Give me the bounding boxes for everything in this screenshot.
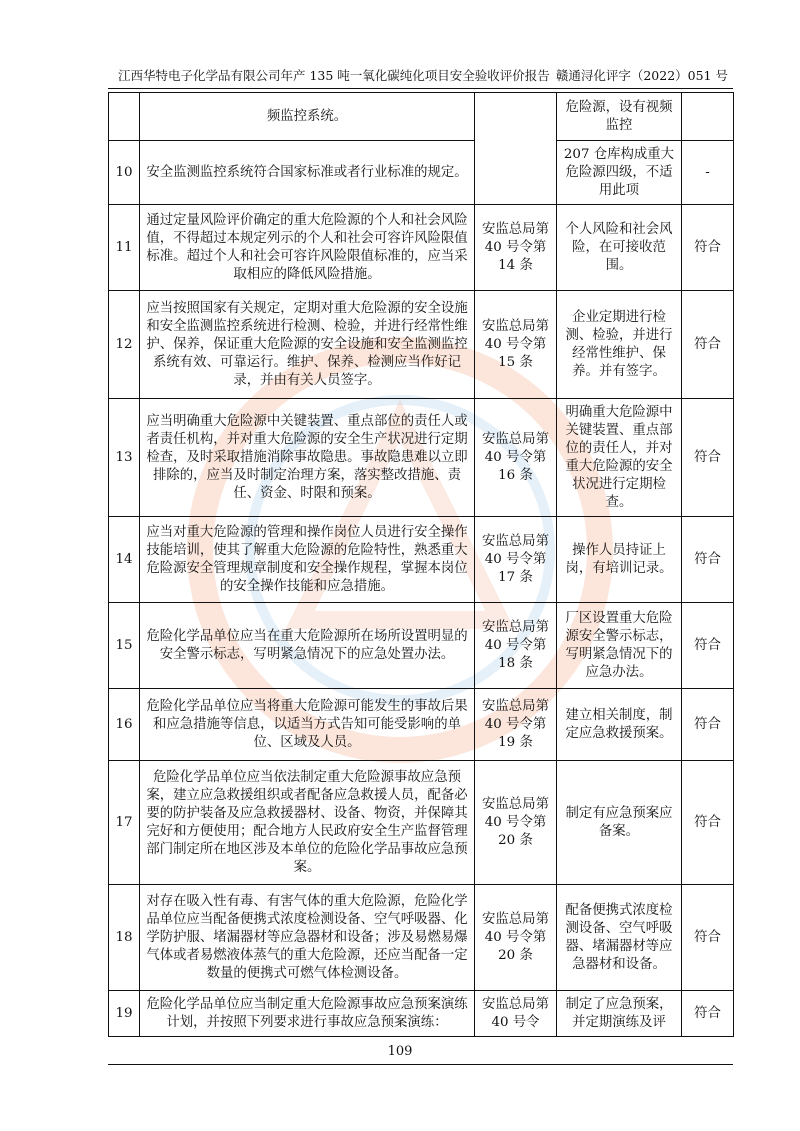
basis-text: 安监总局第 40 号令第 20 条 xyxy=(475,761,557,885)
row-number: 10 xyxy=(109,141,140,205)
report-number: 赣通浔化评字（2022）051 号 xyxy=(555,68,728,83)
row-number: 16 xyxy=(109,689,140,761)
row-number xyxy=(109,93,140,141)
actual-condition: 制定有应急预案应备案。 xyxy=(557,761,682,885)
header-divider xyxy=(108,88,733,89)
actual-condition: 明确重大危险源中关键装置、重点部位的责任人，并对重大危险源的安全状况进行定期检查。 xyxy=(557,399,682,517)
table-row xyxy=(109,291,734,399)
actual-condition: 危险源，设有视频监控 xyxy=(557,93,682,141)
result-text xyxy=(682,93,734,141)
requirement-text: 危险化学品单位应当依法制定重大危险源事故应急预案，建立应急救援组织或者配备应急救援人员，配备必要的防护装备及应急救援器材、设备、物资，并保障其完好和方便使用；配合地方人民政府安全生产监督管理部门制定所在地区涉及本单位的危险化学品事故应急预案。 xyxy=(140,761,475,885)
table-row xyxy=(109,885,734,991)
actual-condition: 配备便携式浓度检测设备、空气呼吸器、堵漏器材等应急器材和设备。 xyxy=(557,885,682,991)
requirement-text: 应当对重大危险源的管理和操作岗位人员进行安全操作技能培训，使其了解重大危险源的危险特性，熟悉重大危险源安全管理规章制度和安全操作规程，掌握本岗位的安全操作技能和应急措施。 xyxy=(140,517,475,603)
table-row xyxy=(109,689,734,761)
requirement-text: 应当明确重大危险源中关键装置、重点部位的责任人或者责任机构，并对重大危险源的安全生产状况进行定期检查，及时采取措施消除事故隐患。事故隐患难以立即排除的，应当及时制定治理方案，落实整改措施、责任、资金、时限和预案。 xyxy=(140,399,475,517)
requirement-text: 安全监测监控系统符合国家标准或者行业标准的规定。 xyxy=(140,141,475,205)
result-text: 符合 xyxy=(682,205,734,291)
result-text: 符合 xyxy=(682,517,734,603)
requirement-text: 危险化学品单位应当在重大危险源所在场所设置明显的安全警示标志，写明紧急情况下的应急处置办法。 xyxy=(140,603,475,689)
result-text: 符合 xyxy=(682,885,734,991)
table-row xyxy=(109,517,734,603)
result-text: 符合 xyxy=(682,603,734,689)
actual-condition: 建立相关制度，制定应急救援预案。 xyxy=(557,689,682,761)
row-number: 12 xyxy=(109,291,140,399)
actual-condition: 个人风险和社会风险，在可接收范围。 xyxy=(557,205,682,291)
table-row xyxy=(109,399,734,517)
requirement-text: 通过定量风险评价确定的重大危险源的个人和社会风险值，不得超过本规定列示的个人和社会可容许风险限值标准。超过个人和社会可容许风险限值标准的，应当采取相应的降低风险措施。 xyxy=(140,205,475,291)
row-number: 19 xyxy=(109,991,140,1037)
basis-text: 安监总局第 40 号令第 18 条 xyxy=(475,603,557,689)
result-text: - xyxy=(682,141,734,205)
basis-text xyxy=(475,93,557,205)
table-row xyxy=(109,761,734,885)
table-row xyxy=(109,991,734,1037)
basis-text: 安监总局第 40 号令第 16 条 xyxy=(475,399,557,517)
row-number: 13 xyxy=(109,399,140,517)
row-number: 17 xyxy=(109,761,140,885)
requirement-text: 应当按照国家有关规定，定期对重大危险源的安全设施和安全监测监控系统进行检测、检验，并进行经常性维护、保养，保证重大危险源的安全设施和安全监测监控系统有效、可靠运行。维护、保养、检测应当作好记录，并由有关人员签字。 xyxy=(140,291,475,399)
result-text: 符合 xyxy=(682,991,734,1037)
report-title: 江西华特电子化学品有限公司年产 135 吨一氧化碳纯化项目安全验收评价报告 xyxy=(118,68,550,83)
row-number: 15 xyxy=(109,603,140,689)
actual-condition: 制定了应急预案，并定期演练及评 xyxy=(557,991,682,1037)
footer-divider xyxy=(108,1064,733,1065)
table-row xyxy=(109,205,734,291)
basis-text: 安监总局第 40 号令第 14 条 xyxy=(475,205,557,291)
basis-text: 安监总局第 40 号令第 20 条 xyxy=(475,885,557,991)
table-row xyxy=(109,603,734,689)
requirement-text: 危险化学品单位应当制定重大危险源事故应急预案演练计划，并按照下列要求进行事故应急预案演练： xyxy=(140,991,475,1037)
requirement-text: 危险化学品单位应当将重大危险源可能发生的事故后果和应急措施等信息，以适当方式告知可能受影响的单位、区域及人员。 xyxy=(140,689,475,761)
table-row xyxy=(109,93,734,141)
result-text: 符合 xyxy=(682,689,734,761)
basis-text: 安监总局第 40 号令第 19 条 xyxy=(475,689,557,761)
basis-text: 安监总局第 40 号令第 17 条 xyxy=(475,517,557,603)
actual-condition: 企业定期进行检测、检验，并进行经常性维护、保养。并有签字。 xyxy=(557,291,682,399)
requirement-text: 对存在吸入性有毒、有害气体的重大危险源，危险化学品单位应当配备便携式浓度检测设备、空气呼吸器、化学防护服、堵漏器材等应急器材和设备；涉及易燃易爆气体或者易燃液体蒸气的重大危险源，还应当配备一定数量的便携式可燃气体检测设备。 xyxy=(140,885,475,991)
basis-text: 安监总局第 40 号令 xyxy=(475,991,557,1037)
row-number: 11 xyxy=(109,205,140,291)
result-text: 符合 xyxy=(682,399,734,517)
actual-condition: 操作人员持证上岗，有培训记录。 xyxy=(557,517,682,603)
result-text: 符合 xyxy=(682,291,734,399)
requirement-text: 频监控系统。 xyxy=(140,93,475,141)
row-number: 18 xyxy=(109,885,140,991)
evaluation-table xyxy=(108,92,734,1037)
row-number: 14 xyxy=(109,517,140,603)
page-header xyxy=(118,62,728,84)
page-number: 109 xyxy=(387,1044,413,1059)
actual-condition: 207 仓库构成重大危险源四级，不适用此项 xyxy=(557,141,682,205)
basis-text: 安监总局第 40 号令第 15 条 xyxy=(475,291,557,399)
actual-condition: 厂区设置重大危险源安全警示标志，写明紧急情况下的应急办法。 xyxy=(557,603,682,689)
result-text: 符合 xyxy=(682,761,734,885)
table-row xyxy=(109,141,734,205)
